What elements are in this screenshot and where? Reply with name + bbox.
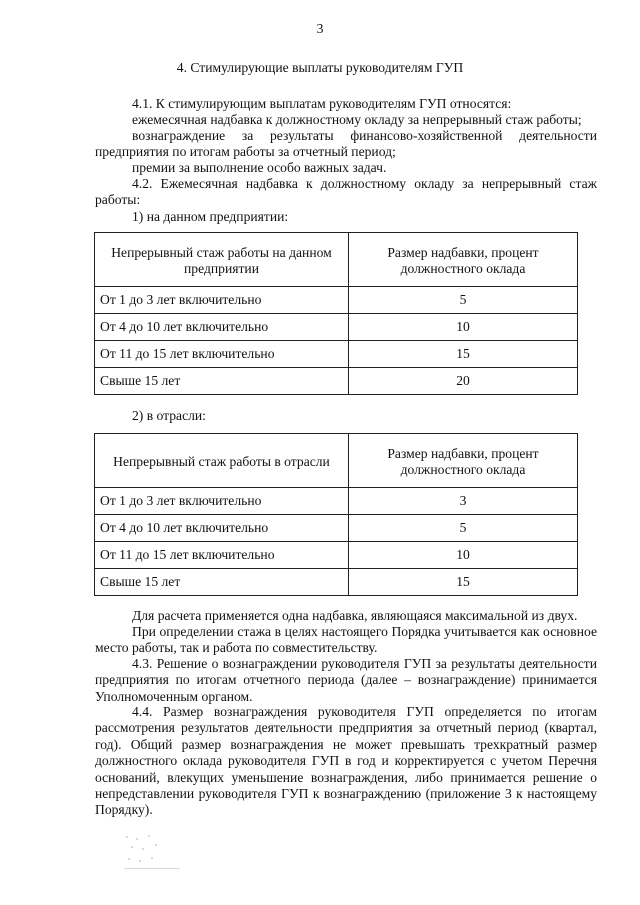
scan-artifact bbox=[122, 832, 182, 872]
column-header-bonus: Размер надбавки, процент должностного оклада bbox=[349, 434, 578, 488]
seniority-cell: От 4 до 10 лет включительно bbox=[95, 314, 349, 341]
seniority-cell: От 1 до 3 лет включительно bbox=[95, 287, 349, 314]
p4-4-text: 4.4. Размер вознаграждения руководителя ГУП определяется по итогам рассмотрения результатов деятельности предприятия за отчетный период (квартал, год). Общий размер вознаграждения не может превышать трехкратный размер должностного оклада руководителя ГУП в год и корректируется с учетом Перечня оснований, влекущих уменьшение вознаграждения, либо принимается решение о непредставлении руководителя ГУП к вознаграждению (приложение 3 к настоящему Порядку). bbox=[95, 704, 597, 818]
table-row bbox=[95, 341, 578, 368]
table-row bbox=[95, 542, 578, 569]
column-header-seniority: Непрерывный стаж работы на данном предприятии bbox=[95, 233, 349, 287]
p4-1-item3: премии за выполнение особо важных задач. bbox=[132, 160, 387, 175]
p4-1-intro: 4.1. К стимулирующим выплатам руководителям ГУП относятся: bbox=[132, 96, 512, 111]
table-row bbox=[95, 287, 578, 314]
bonus-cell: 20 bbox=[349, 368, 578, 395]
section-title: 4. Стимулирующие выплаты руководителям ГУП bbox=[176, 60, 464, 75]
seniority-cell: От 1 до 3 лет включительно bbox=[95, 488, 349, 515]
seniority-cell: От 11 до 15 лет включительно bbox=[95, 341, 349, 368]
seniority-cell: Свыше 15 лет bbox=[95, 569, 349, 596]
table-enterprise-seniority bbox=[94, 232, 578, 395]
bonus-cell: 10 bbox=[349, 542, 578, 569]
p4-1-item2-line2: предприятия по итогам работы за отчетный период; bbox=[95, 144, 396, 159]
table-row bbox=[95, 569, 578, 596]
column-header-seniority: Непрерывный стаж работы в отрасли bbox=[95, 434, 349, 488]
p4-3-text: 4.3. Решение о вознаграждении руководителя ГУП за результаты деятельности предприятия по итогам отчетного периода (далее – вознаграждение) принимается Уполномоченным органом. bbox=[95, 656, 597, 704]
table-header-row bbox=[95, 434, 578, 488]
seniority-cell: От 4 до 10 лет включительно bbox=[95, 515, 349, 542]
table-row bbox=[95, 368, 578, 395]
after-tables-p2: При определении стажа в целях настоящего Порядка учитывается как основное место работы, так и работа по совместительству. bbox=[95, 624, 597, 656]
table-row bbox=[95, 488, 578, 515]
page-number: 3 bbox=[316, 21, 324, 36]
table-header-row bbox=[95, 233, 578, 287]
bonus-cell: 5 bbox=[349, 287, 578, 314]
bonus-cell: 15 bbox=[349, 341, 578, 368]
table-row bbox=[95, 515, 578, 542]
bonus-cell: 3 bbox=[349, 488, 578, 515]
p4-2-sub2: 2) в отрасли: bbox=[132, 408, 206, 423]
p4-1-item2-line1: вознаграждение за результаты финансово-хозяйственной деятельности bbox=[132, 128, 597, 143]
p4-2-text: 4.2. Ежемесячная надбавка к должностному окладу за непрерывный стаж работы: bbox=[95, 176, 597, 208]
bonus-cell: 5 bbox=[349, 515, 578, 542]
bonus-cell: 10 bbox=[349, 314, 578, 341]
after-tables-p1: Для расчета применяется одна надбавка, являющаяся максимальной из двух. bbox=[132, 608, 578, 623]
column-header-bonus: Размер надбавки, процент должностного оклада bbox=[349, 233, 578, 287]
bonus-cell: 15 bbox=[349, 569, 578, 596]
p4-2-sub1: 1) на данном предприятии: bbox=[132, 209, 289, 224]
table-industry-seniority bbox=[94, 433, 578, 596]
table-row bbox=[95, 314, 578, 341]
seniority-cell: Свыше 15 лет bbox=[95, 368, 349, 395]
seniority-cell: От 11 до 15 лет включительно bbox=[95, 542, 349, 569]
p4-1-item1: ежемесячная надбавка к должностному окладу за непрерывный стаж работы; bbox=[132, 112, 582, 127]
